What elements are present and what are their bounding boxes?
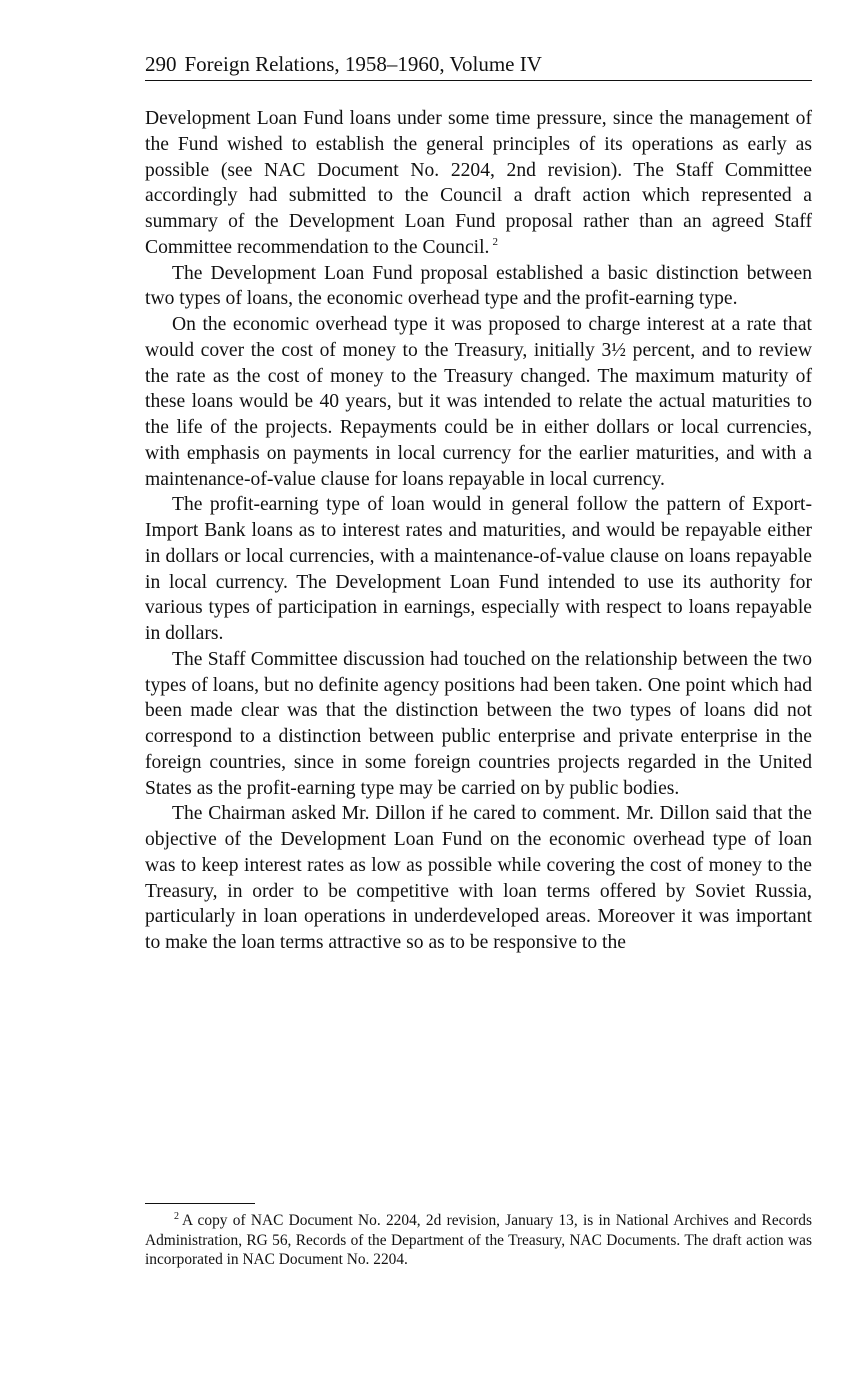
page-number: 290 (145, 52, 177, 76)
page (145, 50, 812, 956)
paragraph: The Chairman asked Mr. Dillon if he cared to comment. Mr. Dillon said that the objective of the Development Loan Fund on the economic overhead type of loan was to keep interest rates as low as possible while covering the cost of money to the Treasury, in order to be competitive with loan terms offered by Soviet Russia, particularly in loan operations in underdeveloped areas. Moreover it was important to make the loan terms attractive so as to be responsive to the (145, 803, 812, 953)
paragraph: The profit-earning type of loan would in general follow the pattern of Export-Import Bank loans as to interest rates and maturities, and would be repayable either in dollars or local currencies, with a maintenance-of-value clause on loans repayable in local currency. The Development Loan Fund intended to use its authority for various types of participation in earnings, especially with respect to loans repayable in dollars. (145, 494, 812, 644)
footnote-mark: 2 (174, 1210, 179, 1222)
running-head (145, 50, 812, 81)
footnote (145, 1211, 812, 1270)
paragraph (145, 106, 812, 261)
body-text (145, 106, 812, 956)
footnotes (145, 1211, 812, 1270)
footnote-reference: 2 (492, 236, 498, 249)
paragraph: The Development Loan Fund proposal established a basic distinction between two types of loans, the economic overhead type and the profit-earning type. (145, 262, 812, 310)
paragraph-text: Development Loan Fund loans under some time pressure, since the management of the Fund wished to establish the general principles of its operations as early as possible (see NAC Document No. 2204, 2nd revision). The Staff Committee accordingly had submitted to the Council a draft action which represented a summary of the Development Loan Fund proposal rather than an agreed Staff Committee recommendation to the Council. (145, 108, 812, 258)
volume-title: Foreign Relations, 1958–1960, Volume IV (184, 52, 542, 76)
footnote-text: A copy of NAC Document No. 2204, 2d revision, January 13, is in National Archives and Records Administration, RG 56, Records of the Department of the Treasury, NAC Documents. The draft action was incorporated in NAC Document No. 2204. (145, 1212, 812, 1269)
paragraph: The Staff Committee discussion had touched on the relationship between the two types of loans, but no definite agency positions had been taken. One point which had been made clear was that the distinction between the two types of loans did not correspond to a distinction between public enterprise and private enterprise in the foreign countries, since in some foreign countries projects regarded in the United States as the profit-earning type may be carried on by public bodies. (145, 648, 812, 799)
paragraph: On the economic overhead type it was proposed to charge interest at a rate that would cover the cost of money to the Treasury, initially 3½ percent, and to review the rate as the cost of money to the Treasury changed. The maximum maturity of these loans would be 40 years, but it was intended to relate the actual maturities to the life of the projects. Repayments could be in either dollars or local currencies, with emphasis on payments in local currency for the earlier maturities, and with a maintenance-of-value clause for loans repayable in local currency. (145, 314, 812, 490)
footnote-divider (145, 1203, 255, 1204)
